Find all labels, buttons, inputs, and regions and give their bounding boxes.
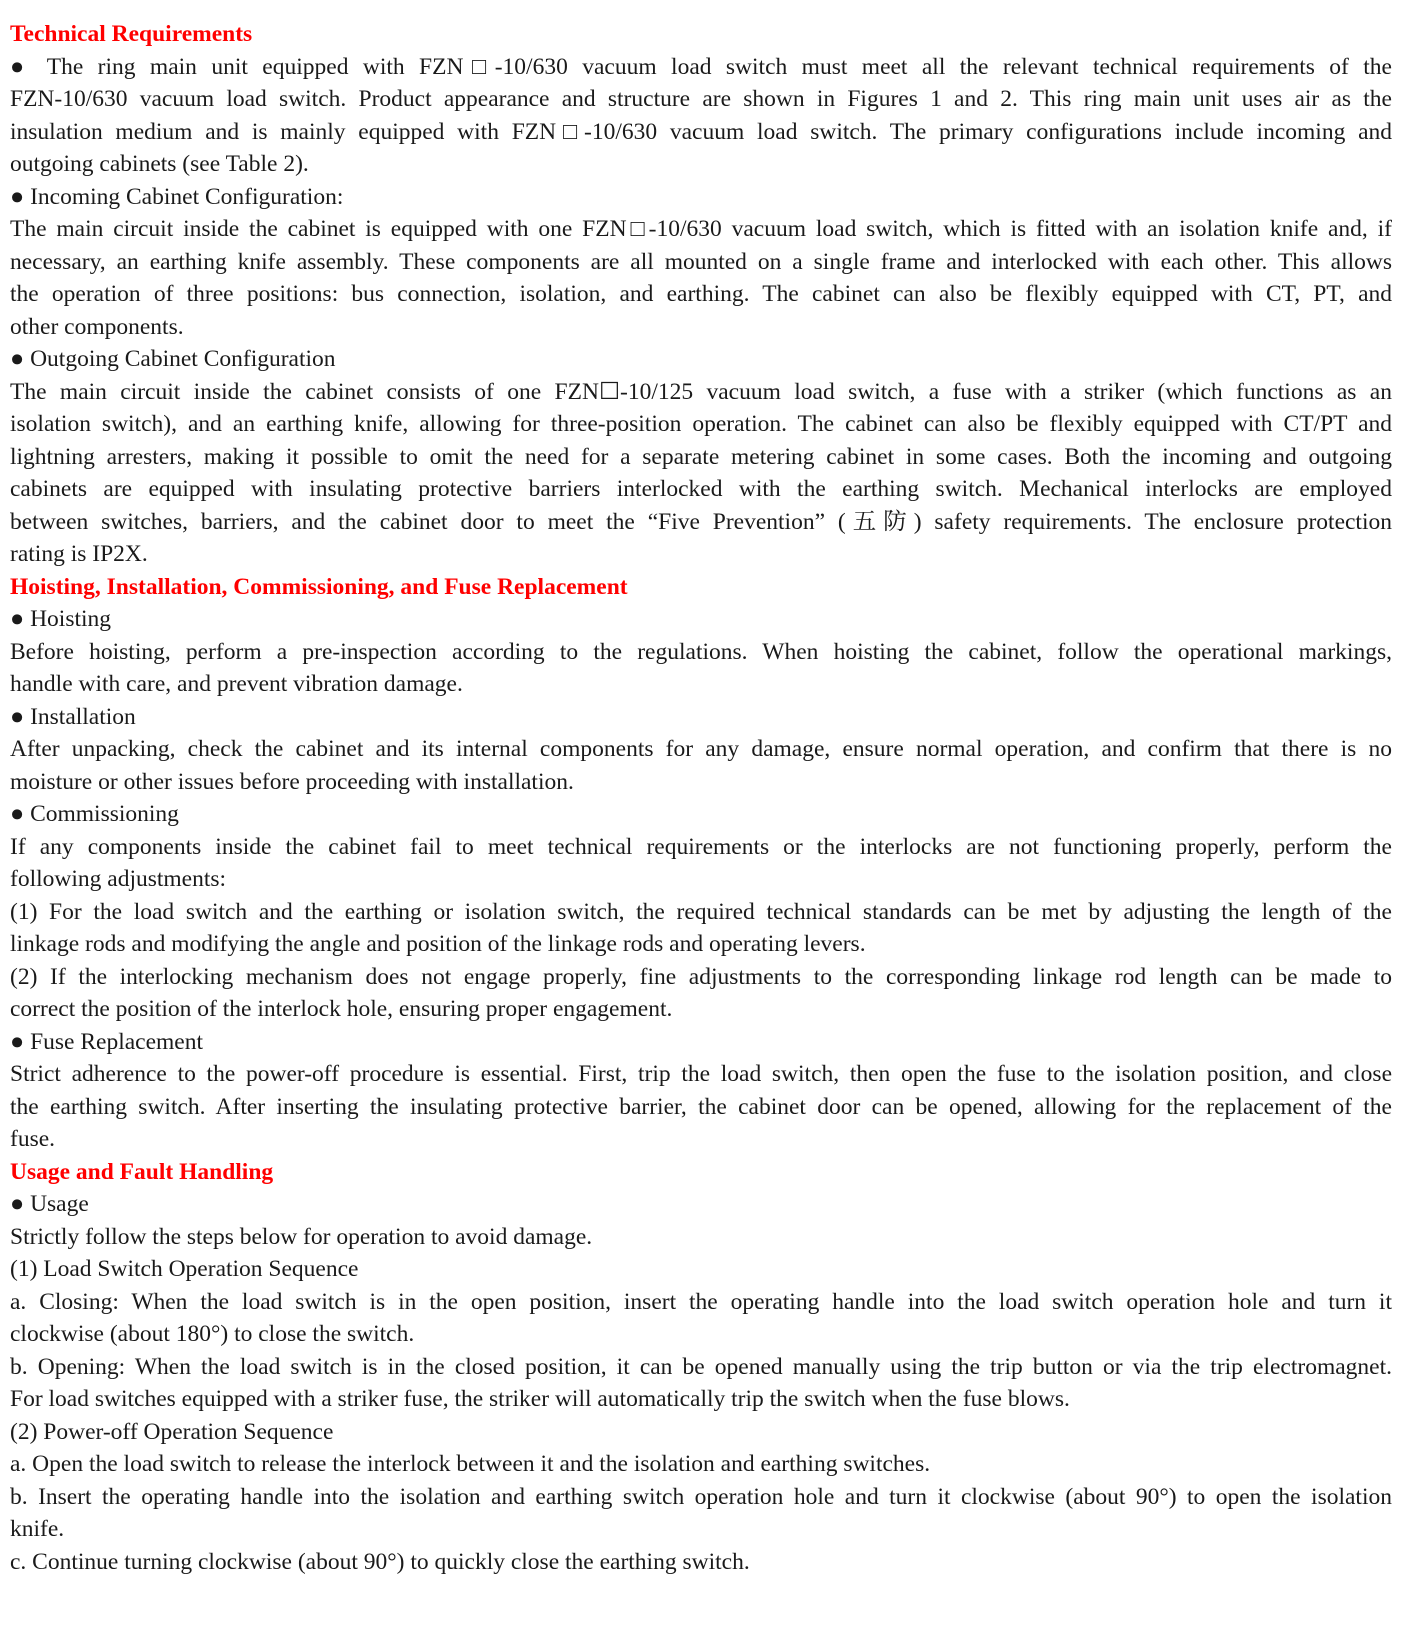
paragraph-outgoing-cabinet <box>10 376 1392 571</box>
paragraph-opening <box>10 1351 1392 1416</box>
subheading-commissioning: ● Commissioning <box>10 801 179 827</box>
text-line: necessary, an earthing knife assembly. These components are all mounted on a single frame and interlocked with each other. This allows <box>10 248 1392 275</box>
text-line: knife. <box>10 1516 65 1542</box>
text-line: handle with care, and prevent vibration damage. <box>10 671 463 697</box>
text-line: moisture or other issues before proceeding with installation. <box>10 768 574 795</box>
text-line: b. Opening: When the load switch is in the closed position, it can be opened manually using the trip button or via the trip electromagnet. <box>10 1353 1392 1380</box>
text-line: correct the position of the interlock hole, ensuring proper engagement. <box>10 996 673 1022</box>
text-line: rating is IP2X. <box>10 541 148 567</box>
text-line: other components. <box>10 313 184 340</box>
text-line: fuse. <box>10 1126 56 1152</box>
text-line: The main circuit inside the cabinet is equipped with one FZN□-10/630 vacuum load switch, which is fitted with an isolation knife and, if <box>10 216 1392 242</box>
section-usage-fault-handling <box>10 1156 1392 1579</box>
text-line: (1) For the load switch and the earthing or isolation switch, the required technical standards can be met by adjusting the length of the <box>10 898 1392 925</box>
paragraph-step-a: a. Open the load switch to release the interlock between it and the isolation and earthing switches. <box>10 1451 931 1477</box>
paragraph-intro <box>10 51 1392 181</box>
section-technical-requirements <box>10 18 1392 571</box>
text-line: isolation switch), and an earthing knife, allowing for three-position operation. The cabinet can also be flexibly equipped with CT/PT and <box>10 411 1392 437</box>
paragraph-commissioning <box>10 831 1392 896</box>
subheading-power-off-sequence: (2) Power-off Operation Sequence <box>10 1418 334 1445</box>
text-line: The main circuit inside the cabinet consists of one FZN☐-10/125 vacuum load switch, a fuse with a striker (which functions as an <box>10 378 1392 405</box>
text-line: For load switches equipped with a striker fuse, the striker will automatically trip the switch when the fuse blows. <box>10 1386 1070 1412</box>
paragraph-step-c: c. Continue turning clockwise (about 90°) to quickly close the earthing switch. <box>10 1548 750 1575</box>
text-line: clockwise (about 180°) to close the switch. <box>10 1321 415 1347</box>
heading-hoisting-installation: Hoisting, Installation, Commissioning, and Fuse Replacement <box>10 573 628 600</box>
text-line: FZN-10/630 vacuum load switch. Product appearance and structure are shown in Figures 1 and 2. This ring main unit uses air as the <box>10 86 1392 112</box>
text-line: the operation of three positions: bus connection, isolation, and earthing. The cabinet can also be flexibly equipped with CT, PT, and <box>10 281 1392 307</box>
text-line: between switches, barriers, and the cabinet door to meet the “Five Prevention” (五防) safety requirements. The enclosure protection <box>10 508 1392 535</box>
subheading-fuse-replacement: ● Fuse Replacement <box>10 1028 204 1055</box>
paragraph-adjustment-1 <box>10 896 1392 961</box>
text-line: ● The ring main unit equipped with FZN□-10/630 vacuum load switch must meet all the relevant technical requirements of the <box>10 53 1392 80</box>
text-line: outgoing cabinets (see Table 2). <box>10 151 309 177</box>
paragraph-closing <box>10 1286 1392 1351</box>
text-line: b. Insert the operating handle into the isolation and earthing switch operation hole and turn it clockwise (about 90°) to open the isolation <box>10 1483 1392 1510</box>
text-line: If any components inside the cabinet fail to meet technical requirements or the interlocks are not functioning properly, perform the <box>10 833 1392 860</box>
paragraph-adjustment-2 <box>10 961 1392 1026</box>
text-line: following adjustments: <box>10 866 227 892</box>
text-line: cabinets are equipped with insulating protective barriers interlocked with the earthing switch. Mechanical interlocks are employed <box>10 476 1392 502</box>
paragraph-fuse-replacement <box>10 1058 1392 1156</box>
text-line: Before hoisting, perform a pre-inspection according to the regulations. When hoisting the cabinet, follow the operational markings, <box>10 638 1392 665</box>
text-line: the earthing switch. After inserting the insulating protective barrier, the cabinet door can be opened, allowing for the replacement of the <box>10 1093 1392 1120</box>
section-hoisting-installation <box>10 571 1392 1156</box>
heading-usage-fault-handling: Usage and Fault Handling <box>10 1158 274 1185</box>
text-line: (2) If the interlocking mechanism does not engage properly, fine adjustments to the corresponding linkage rod length can be made to <box>10 963 1392 990</box>
subheading-incoming-cabinet: ● Incoming Cabinet Configuration: <box>10 183 344 210</box>
text-line: lightning arresters, making it possible to omit the need for a separate metering cabinet in some cases. Both the incoming and outgoing <box>10 443 1392 470</box>
paragraph-step-b <box>10 1481 1392 1546</box>
text-line: After unpacking, check the cabinet and its internal components for any damage, ensure normal operation, and confirm that there is no <box>10 736 1392 762</box>
text-line: a. Closing: When the load switch is in the open position, insert the operating handle into the load switch operation hole and turn it <box>10 1288 1392 1315</box>
paragraph-incoming-cabinet <box>10 213 1392 343</box>
subheading-usage: ● Usage <box>10 1191 89 1217</box>
heading-technical-requirements: Technical Requirements <box>10 21 253 47</box>
paragraph-usage-intro: Strictly follow the steps below for operation to avoid damage. <box>10 1223 593 1250</box>
text-line: Strict adherence to the power-off procedure is essential. First, trip the load switch, then open the fuse to the isolation position, and close <box>10 1061 1392 1087</box>
subheading-load-switch-sequence: (1) Load Switch Operation Sequence <box>10 1256 359 1282</box>
paragraph-hoisting <box>10 636 1392 701</box>
text-line: insulation medium and is mainly equipped with FZN□-10/630 vacuum load switch. The primary configurations include incoming and <box>10 118 1392 145</box>
paragraph-installation <box>10 733 1392 798</box>
subheading-outgoing-cabinet: ● Outgoing Cabinet Configuration <box>10 346 336 372</box>
subheading-installation: ● Installation <box>10 703 136 730</box>
subheading-hoisting: ● Hoisting <box>10 606 112 632</box>
text-line: linkage rods and modifying the angle and position of the linkage rods and operating levers. <box>10 931 866 957</box>
